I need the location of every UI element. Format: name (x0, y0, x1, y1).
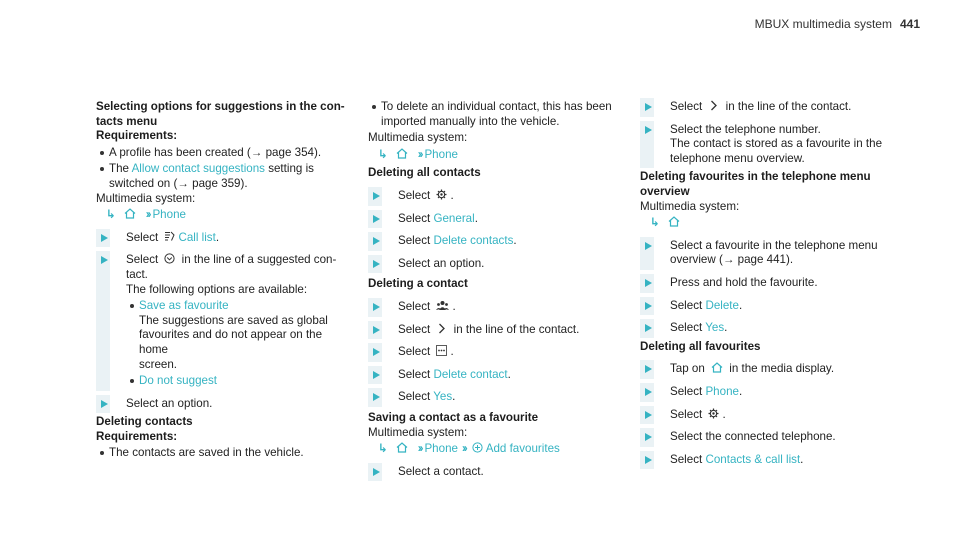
step-triangle-icon (645, 456, 652, 464)
page-header-title: MBUX multimedia system (754, 17, 892, 31)
step-triangle-icon (645, 433, 652, 441)
step: Select in the line of the contact. (368, 323, 626, 338)
step-triangle-icon (373, 237, 380, 245)
phone-link[interactable]: Phone (705, 384, 739, 398)
chevron-right-icon (708, 100, 719, 111)
home-icon (668, 216, 680, 227)
step-triangle-icon (373, 371, 380, 379)
step: Select Call list. (96, 231, 354, 246)
menu-path (650, 216, 900, 231)
column-3 (640, 100, 900, 467)
path-arrow-icon: ↳ (378, 442, 388, 456)
path-arrow-icon: ↳ (650, 216, 660, 230)
option-item: Save as favourite The suggestions are saved as global favourites and do not appear on the home screen. (126, 299, 354, 372)
step-triangle-icon (645, 103, 652, 111)
more-dots-icon (436, 345, 447, 356)
step-triangle-icon (645, 365, 652, 373)
step: Select a contact. (368, 465, 626, 480)
step: Select Contacts & call list. (640, 453, 900, 468)
step: Select a favourite in the telephone menu overview (→ page 441). (640, 239, 900, 268)
path-phone[interactable]: Phone (424, 147, 458, 161)
option-item (126, 374, 354, 389)
column-2 (368, 100, 626, 479)
step: Select in the line of the contact. (640, 100, 900, 115)
menu-path (378, 442, 626, 457)
multimedia-label: Multimedia system: (640, 199, 740, 213)
step: Select Phone. (640, 385, 900, 400)
step: Select . (640, 408, 900, 423)
contacts-icon (436, 300, 449, 311)
step: Select an option. (96, 397, 354, 412)
page-header (755, 17, 920, 31)
double-chevron-icon: ›› (417, 147, 422, 161)
multimedia-label: Multimedia system: (96, 191, 196, 205)
chevron-right-icon (436, 323, 447, 334)
menu-path (106, 208, 354, 223)
step-triangle-icon (373, 260, 380, 268)
requirements-label: Requirements: (96, 129, 178, 143)
step: Select an option. (368, 257, 626, 272)
double-chevron-icon: ›› (461, 442, 466, 456)
step: Select . (368, 189, 626, 204)
page-number: 441 (899, 17, 920, 31)
call-list-link[interactable]: Call list (178, 230, 216, 244)
heading-deleting-all-contacts: Deleting all contacts (368, 166, 481, 180)
yes-link[interactable]: Yes (705, 321, 725, 335)
delete-contact-link[interactable]: Delete contact (433, 367, 508, 381)
step: Select Delete contacts. (368, 234, 626, 249)
delete-link[interactable]: Delete (705, 298, 739, 312)
multimedia-label: Multimedia system: (368, 425, 468, 439)
heading-saving-favourite: Saving a contact as a favourite (368, 410, 539, 424)
step: Select Delete. (640, 299, 900, 314)
step-triangle-icon (645, 279, 652, 287)
double-chevron-icon: ›› (145, 208, 150, 222)
step-triangle-icon (645, 388, 652, 396)
requirement-item: A profile has been created (→ page 354). (96, 146, 354, 161)
step-triangle-icon (645, 242, 652, 250)
step-triangle-icon (373, 348, 380, 356)
step: Press and hold the favourite. (640, 276, 900, 291)
save-as-favourite-option[interactable]: Save as favourite (139, 299, 229, 313)
heading-deleting-favourites: Deleting favourites in the telephone menu overview (640, 170, 871, 198)
path-arrow-icon: ↳ (106, 208, 116, 222)
step-triangle-icon (101, 234, 108, 242)
step: Select Delete contact. (368, 368, 626, 383)
add-favourites-link[interactable]: Add favourites (485, 442, 560, 456)
step: Select the connected telephone. (640, 430, 900, 445)
setting-link[interactable]: Allow contact suggestions (131, 162, 265, 176)
step-triangle-icon (373, 326, 380, 334)
step-triangle-icon (373, 215, 380, 223)
circle-plus-icon (472, 442, 483, 453)
yes-link[interactable]: Yes (433, 390, 453, 404)
heading-deleting-contacts: Deleting contacts (96, 415, 193, 429)
menu-path (378, 148, 626, 163)
path-arrow-icon: ↳ (378, 147, 388, 161)
contacts-call-list-link[interactable]: Contacts & call list (705, 452, 801, 466)
step: Select Yes. (640, 321, 900, 336)
requirement-item: The Allow contact suggestions setting is switched on (→ page 359). (96, 162, 354, 191)
step: Select . (368, 300, 626, 315)
circle-chevron-down-icon (164, 253, 175, 264)
step-triangle-icon (373, 393, 380, 401)
requirement-item: The contacts are saved in the vehicle. (96, 446, 354, 461)
step-triangle-icon (645, 302, 652, 310)
path-phone[interactable]: Phone (424, 442, 458, 456)
requirement-item: To delete an individual contact, this has been imported manually into the vehicle. (368, 100, 626, 129)
requirements-label: Requirements: (96, 429, 178, 443)
step: Tap on in the media display. (640, 362, 900, 377)
step: Select Yes. (368, 390, 626, 405)
home-icon (396, 148, 408, 159)
step-triangle-icon (101, 256, 108, 264)
home-icon (124, 208, 136, 219)
step-triangle-icon (101, 400, 108, 408)
step-triangle-icon (645, 126, 652, 134)
step: Select the telephone number. The contact is stored as a favourite in the telephone menu overview. (640, 123, 900, 167)
step-triangle-icon (645, 324, 652, 332)
multimedia-label: Multimedia system: (368, 131, 468, 145)
home-icon (711, 362, 723, 373)
step: Select . (368, 345, 626, 360)
double-chevron-icon: ›› (417, 442, 422, 456)
step-triangle-icon (373, 468, 380, 476)
step: Select in the line of a suggested con- tact. The following options are available: Save as favourite The suggestions are saved as global favourites and do not appear on the home screen. Do not suggest (96, 253, 354, 388)
delete-contacts-link[interactable]: Delete contacts (433, 234, 514, 248)
heading-deleting-all-favourites: Deleting all favourites (640, 339, 761, 353)
home-icon (396, 442, 408, 453)
column-1 (96, 100, 354, 461)
heading-suggestions: Selecting options for suggestions in the con- tacts menu (96, 100, 345, 128)
step: Select General. (368, 212, 626, 227)
general-link[interactable]: General (433, 211, 475, 225)
step-triangle-icon (373, 192, 380, 200)
step-triangle-icon (373, 303, 380, 311)
call-list-icon (164, 231, 175, 242)
do-not-suggest-option[interactable]: Do not suggest (139, 374, 217, 388)
gear-icon (708, 408, 719, 419)
path-phone[interactable]: Phone (152, 208, 186, 222)
step-triangle-icon (645, 411, 652, 419)
gear-icon (436, 189, 447, 200)
heading-deleting-a-contact: Deleting a contact (368, 277, 468, 291)
